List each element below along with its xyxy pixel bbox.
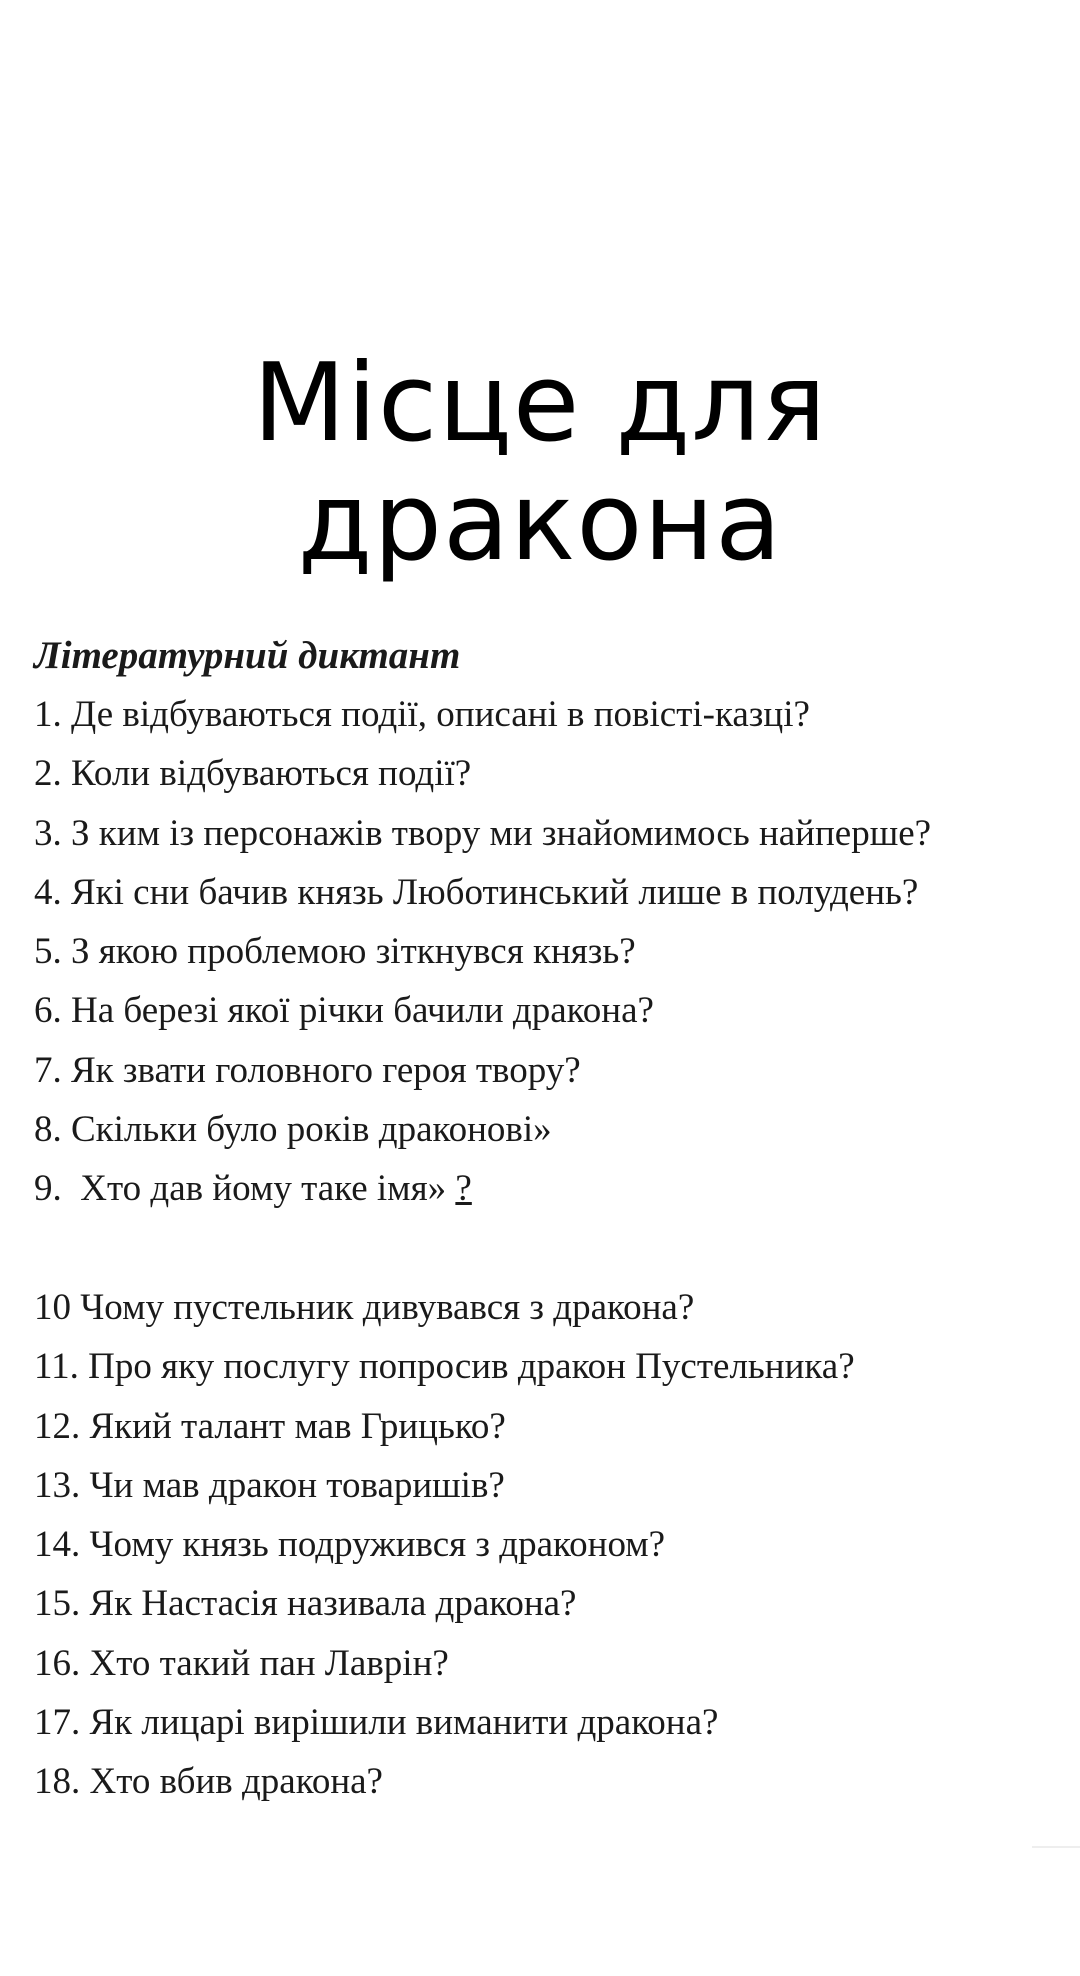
list-spacer	[34, 1219, 1074, 1278]
question-list	[34, 685, 1074, 1812]
question-5: 5. З якою проблемою зіткнувся князь?	[34, 931, 636, 973]
question-1: 1. Де відбуваються події, описані в повісті-казці?	[34, 694, 810, 735]
question-13: 13. Чи мав дракон товаришів?	[34, 1464, 505, 1506]
question-2: 2. Коли відбуваються події?	[34, 753, 472, 795]
faint-corner-line	[1032, 1846, 1080, 1848]
question-9-text: 9. Хто дав йому таке імя»	[34, 1168, 456, 1210]
question-17: 17. Як лицарі вирішили виманити дракона?	[34, 1702, 719, 1744]
question-8: 8. Скільки було років драконові»	[34, 1109, 552, 1151]
dictation-heading: Літературний диктант	[34, 634, 461, 677]
question-16: 16. Хто такий пан Лаврін?	[34, 1642, 449, 1684]
question-7: 7. Як звати головного героя твору?	[34, 1049, 581, 1091]
question-9-mark: ?	[455, 1168, 472, 1210]
question-15: 15. Як Настасія називала дракона?	[34, 1583, 577, 1625]
question-3: 3. З ким із персонажів твору ми знайомимось найперше?	[34, 812, 932, 854]
question-4: 4. Які сни бачив князь Люботинський лише в полудень?	[34, 871, 919, 913]
question-10: 10 Чому пустельник дивувався з дракона?	[34, 1286, 695, 1328]
question-11: 11. Про яку послугу попросив дракон Пустельника?	[34, 1346, 855, 1388]
question-9	[34, 1159, 1074, 1218]
page-title: Місце для дракона	[252, 341, 828, 585]
dictation-section	[34, 626, 1074, 1812]
question-6: 6. На березі якої річки бачили дракона?	[34, 990, 654, 1032]
question-12: 12. Який талант мав Грицько?	[34, 1405, 506, 1447]
question-18: 18. Хто вбив дракона?	[34, 1761, 383, 1803]
question-14: 14. Чому князь подружився з драконом?	[34, 1524, 666, 1566]
